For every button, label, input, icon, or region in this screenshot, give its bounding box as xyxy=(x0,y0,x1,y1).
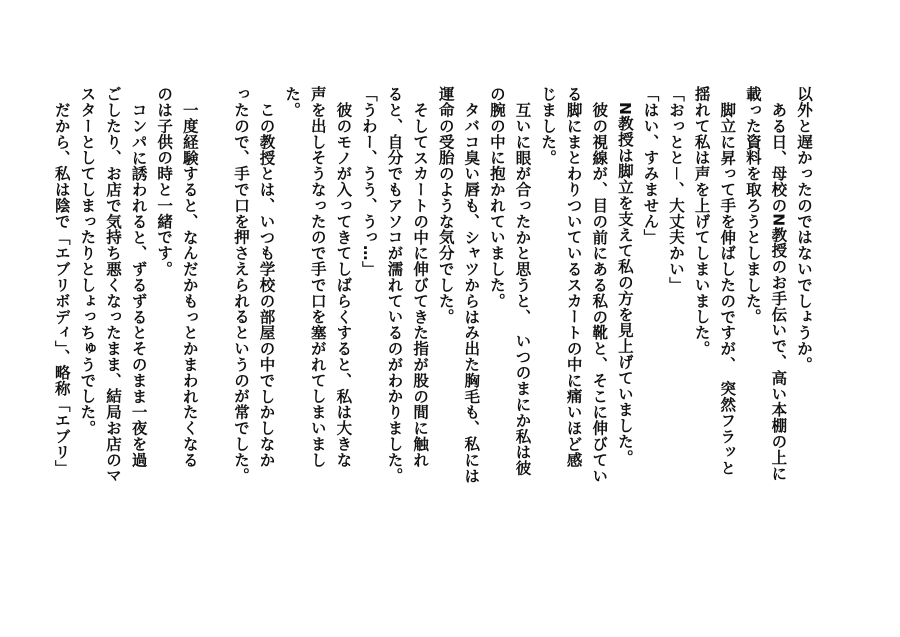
text-line: 互いに眼が合ったかと思うと、 いつのまにか私は彼 xyxy=(513,101,532,476)
text-line: 脚立に昇って手を伸ばしたのですが、 突然フラッと xyxy=(718,101,737,476)
text-line: のは子供の時と一緒です。 xyxy=(155,86,174,277)
text-line: だから、私は陰で「エブリボディ」、略称「エブリ」 xyxy=(52,101,71,476)
text-line: そしてスカートの中に伸びてきた指が股の間に触れ xyxy=(411,101,430,468)
text-line: ったので、手で口を押さえられるというのが常でした。 xyxy=(231,86,250,484)
text-line: 「うわー、うう、うっ…」 xyxy=(359,86,378,277)
text-line: 「はい、すみません」 xyxy=(641,86,660,245)
text-line: 一度経験すると、なんだかもっとかまわれたくなる xyxy=(180,101,199,468)
text-line: この教授とは、いつも学校の部屋の中でしかしなか xyxy=(257,101,276,468)
text-line: 彼の視線が、目の前にある私の靴と、そこに伸びてい xyxy=(590,101,609,484)
text-line: ごしたり、お店で気持ち悪くなったまま、結局お店のマ xyxy=(103,86,122,484)
vertical-text-body xyxy=(48,86,816,556)
blank-line xyxy=(202,86,228,556)
text-line: 彼のモノが入ってきてしばらくすると、私は大きな xyxy=(334,101,353,468)
text-line: 「おっとと－、大丈夫かい」 xyxy=(667,86,686,293)
text-line: の腕の中に抱かれていました。 xyxy=(487,86,506,309)
text-line: じました。 xyxy=(539,86,558,166)
text-line: ると、自分でもアソコが濡れているのがわかりました。 xyxy=(385,86,404,484)
text-line: N教授は脚立を支えて私の方を見上げていました。 xyxy=(615,101,634,465)
text-line: 揺れて私は声を上げてしまいました。 xyxy=(692,86,711,357)
text-line: た。 xyxy=(283,86,302,118)
text-line: 声を出しそうなったので手で口を塞がれてしまいまし xyxy=(308,86,327,468)
text-line: 運命の受胎のような気分でした。 xyxy=(436,86,455,325)
text-line: スターとしてしまったりとしょっちゅうでした。 xyxy=(78,86,97,436)
text-line: ある日、母校のN教授のお手伝いで、高い本棚の上に xyxy=(769,101,788,481)
text-line: 以外と遅かったのではないでしょうか。 xyxy=(795,86,813,373)
text-line: タバコ臭い唇も、シャツからはみ出た胸毛も、私には xyxy=(462,101,481,484)
text-line: コンパに誘われると、ずるずるとそのまま一夜を過 xyxy=(129,101,148,468)
text-line: る脚にまとわりついているスカートの中に痛いほど感 xyxy=(564,86,583,468)
text-line: 載った資料を取ろうとしました。 xyxy=(743,86,762,325)
